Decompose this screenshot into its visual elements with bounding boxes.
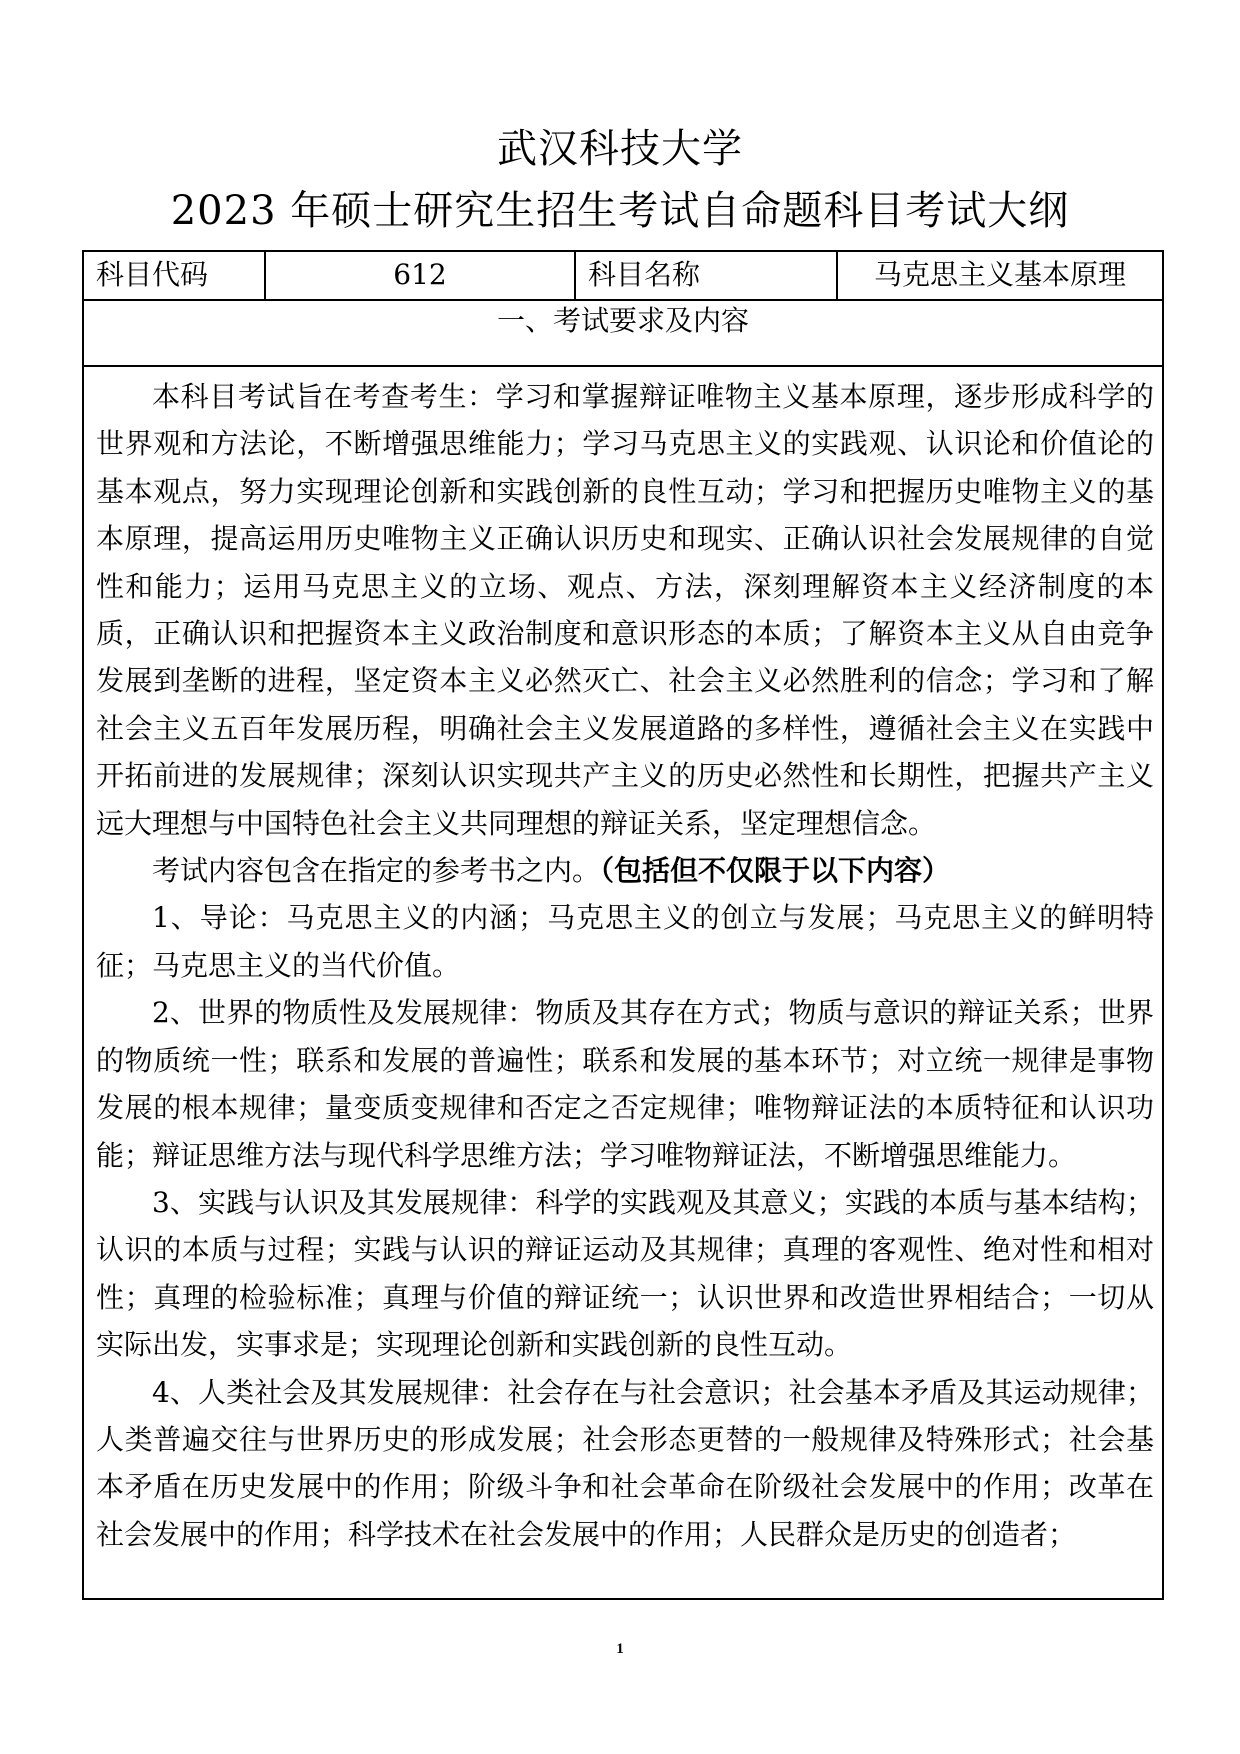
exam-content: [84, 367, 1162, 1558]
scope-note: （包括但不仅限于以下内容）: [600, 854, 951, 888]
university-name: 武汉科技大学: [497, 126, 743, 172]
subject-code-label: 科目代码: [84, 252, 266, 299]
subject-info-row: [84, 252, 1162, 301]
intro-paragraph: 本科目考试旨在考查考生：学习和掌握辩证唯物主义基本原理，逐步形成科学的世界观和方法论，不断增强思维能力；学习马克思主义的实践观、认识论和价值论的基本观点，努力实现理论创新和实践创新的良性互动；学习和把握历史唯物主义的基本原理，提高运用历史唯物主义正确认识历史和现实、正确认识社会发展规律的自觉性和能力；运用马克思主义的立场、观点、方法，深刻理解资本主义经济制度的本质，正确认识和把握资本主义政治制度和意识形态的本质；了解资本主义从自由竞争发展到垄断的进程，坚定资本主义必然灭亡、社会主义必然胜利的信念；学习和了解社会主义五百年发展历程，明确社会主义发展道路的多样性，遵循社会主义在实践中开拓前进的发展规律；深刻认识实现共产主义的历史必然性和长期性，把握共产主义远大理想与中国特色社会主义共同理想的辩证关系，坚定理想信念。: [96, 380, 1154, 840]
document-title: [0, 118, 1240, 242]
page-number: 1: [616, 1641, 624, 1657]
subject-code-value: 612: [266, 252, 576, 299]
content-item-1: 1、导论：马克思主义的内涵；马克思主义的创立与发展；马克思主义的鲜明特征；马克思主义的当代价值。: [96, 901, 1154, 982]
subject-name-value: 马克思主义基本原理: [873, 258, 1126, 291]
scope-text: 考试内容包含在指定的参考书之内。: [152, 854, 601, 888]
scope-paragraph: [96, 847, 1154, 894]
outline-table: [82, 250, 1164, 1600]
content-item-3: 3、实践与认识及其发展规律：科学的实践观及其意义；实践的本质与基本结构；认识的本质与过程；实践与认识的辩证运动及其规律；真理的客观性、绝对性和相对性；真理的检验标准；真理与价值的辩证统一；认识世界和改造世界相结合；一切从实际出发，实事求是；实现理论创新和实践创新的良性互动。: [96, 1185, 1154, 1362]
section-heading: 一、考试要求及内容: [84, 301, 1162, 367]
outline-title: 2023 年硕士研究生招生考试自命题科目考试大纲: [170, 188, 1070, 234]
content-item-4: 4、人类社会及其发展规律：社会存在与社会意识；社会基本矛盾及其运动规律；人类普遍交往与世界历史的形成发展；社会形态更替的一般规律及特殊形式；社会基本矛盾在历史发展中的作用；阶级斗争和社会革命在阶级社会发展中的作用；改革在社会发展中的作用；科学技术在社会发展中的作用；人民群众是历史的创造者；: [96, 1375, 1154, 1551]
subject-name-label: 科目名称: [576, 252, 838, 299]
content-item-2: 2、世界的物质性及发展规律：物质及其存在方式；物质与意识的辩证关系；世界的物质统一性；联系和发展的普遍性；联系和发展的基本环节；对立统一规律是事物发展的根本规律；量变质变规律和否定之否定规律；唯物辩证法的本质特征和认识功能；辩证思维方法与现代科学思维方法；学习唯物辩证法，不断增强思维能力。: [96, 996, 1154, 1172]
